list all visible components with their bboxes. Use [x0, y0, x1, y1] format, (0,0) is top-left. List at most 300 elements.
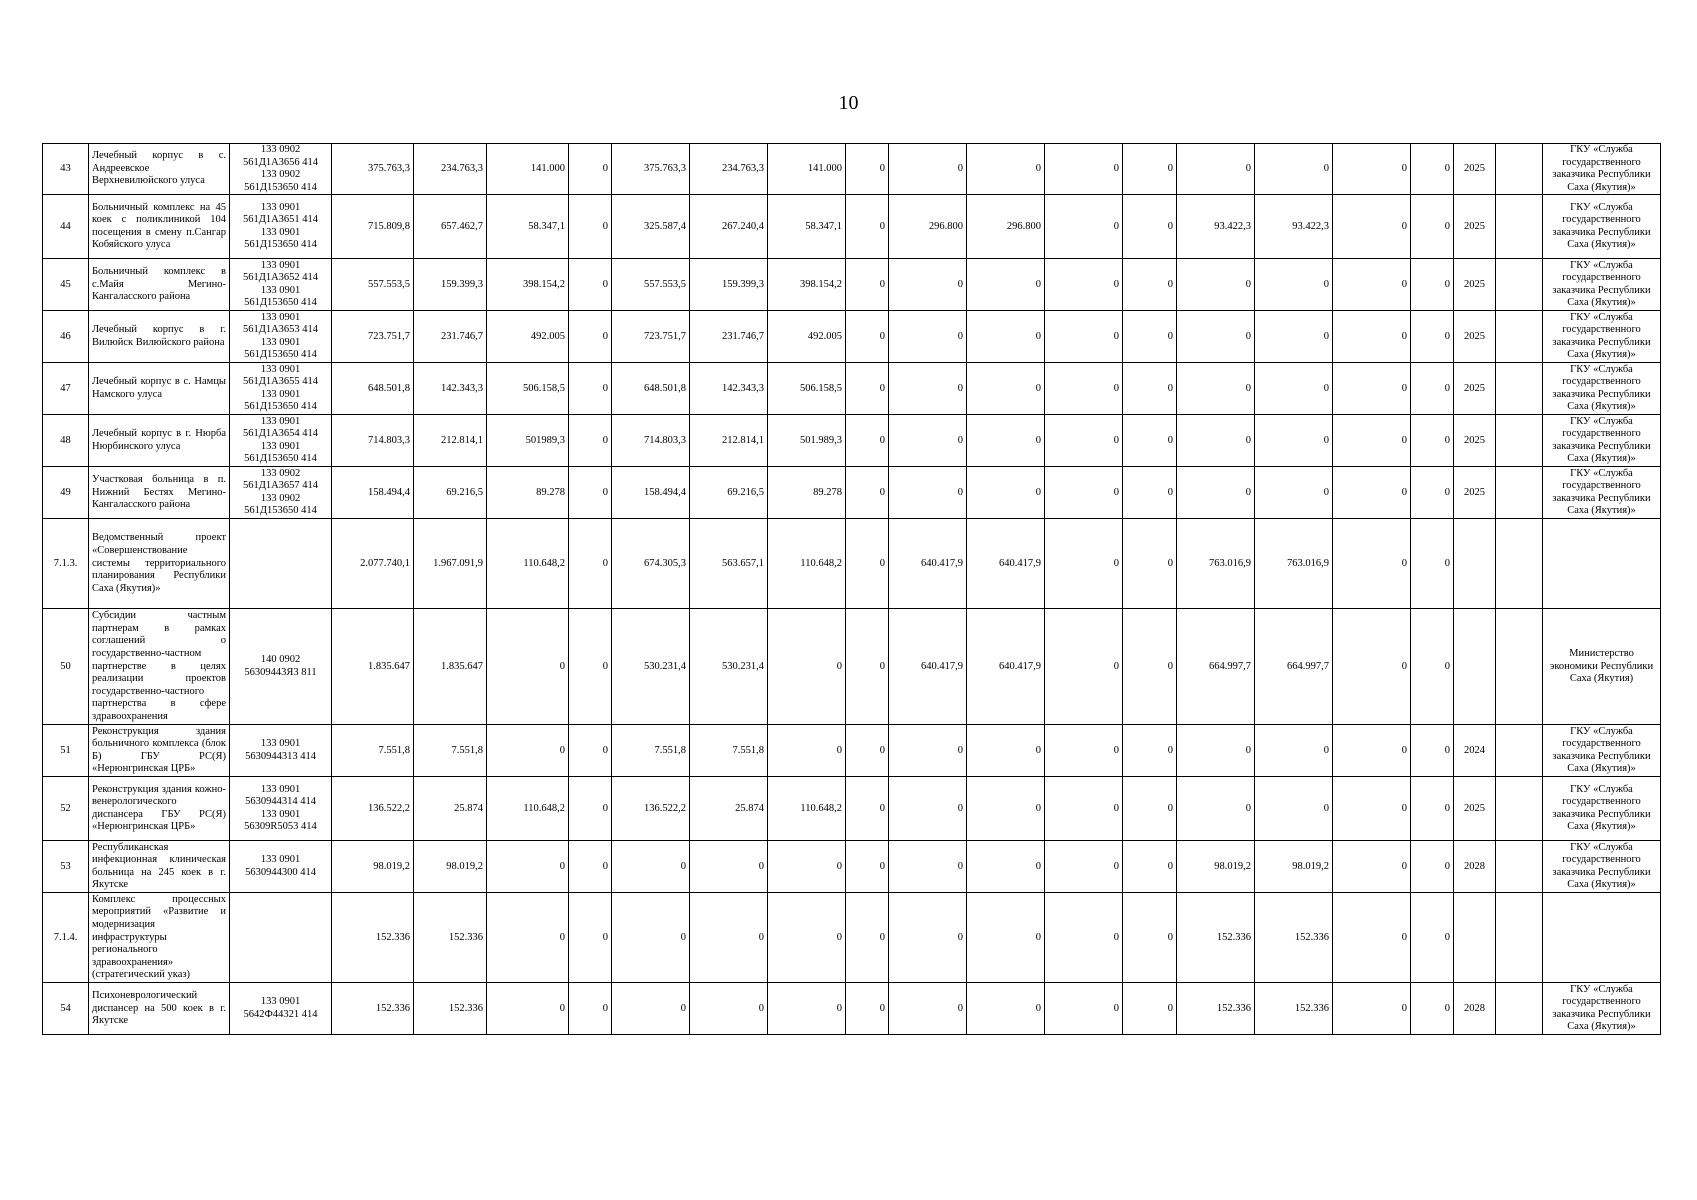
table-row	[43, 725, 1661, 777]
amount-cell: 0	[768, 841, 846, 893]
table-row	[43, 363, 1661, 415]
completion-year-cell: 2025	[1454, 259, 1496, 311]
completion-year-cell	[1454, 893, 1496, 983]
amount-cell: 0	[1333, 259, 1411, 311]
amount-cell: 0	[1411, 415, 1454, 467]
amount-cell: 0	[1255, 311, 1333, 363]
amount-cell: 158.494,4	[612, 467, 690, 519]
amount-cell: 267.240,4	[690, 195, 768, 259]
amount-cell: 0	[967, 259, 1045, 311]
row-number-cell: 7.1.4.	[43, 893, 89, 983]
empty-cell	[1496, 415, 1543, 467]
amount-cell: 0	[1123, 725, 1177, 777]
responsible-executor-cell: ГКУ «Служба государственного заказчика Республики Саха (Якутия)»	[1543, 144, 1661, 195]
table-row	[43, 144, 1661, 195]
budget-code-line: 133 0901	[260, 363, 301, 375]
amount-cell: 0	[1411, 609, 1454, 725]
amount-cell: 0	[1045, 195, 1123, 259]
object-name-cell: Психоневрологический диспансер на 500 коек в г. Якутске	[89, 983, 230, 1035]
amount-cell: 159.399,3	[414, 259, 487, 311]
amount-cell: 0	[1255, 467, 1333, 519]
table-row	[43, 841, 1661, 893]
responsible-executor-cell: ГКУ «Служба государственного заказчика Республики Саха (Якутия)»	[1543, 467, 1661, 519]
amount-cell: 0	[612, 841, 690, 893]
amount-cell: 0	[768, 983, 846, 1035]
amount-cell: 648.501,8	[332, 363, 414, 415]
amount-cell: 501.989,3	[768, 415, 846, 467]
amount-cell: 0	[768, 893, 846, 983]
object-name-cell: Больничный комплекс на 45 коек с поликлиникой 104 посещения в смену п.Сангар Кобяйского улуса	[89, 195, 230, 259]
budget-code-line: 561Д1А3657 414	[242, 480, 319, 492]
amount-cell: 0	[967, 841, 1045, 893]
amount-cell: 0	[1123, 195, 1177, 259]
budget-code-cell	[230, 467, 332, 519]
amount-cell: 0	[846, 609, 889, 725]
amount-cell: 110.648,2	[768, 519, 846, 609]
budget-code-line: 561Д153650 414	[244, 181, 317, 193]
amount-cell: 110.648,2	[487, 777, 569, 841]
amount-cell: 7.551,8	[414, 725, 487, 777]
amount-cell: 98.019,2	[1255, 841, 1333, 893]
budget-code-line: 133 0901	[260, 996, 301, 1008]
budget-code-line: 56309443Я3 811	[244, 666, 317, 678]
budget-code-line: 133 0901	[260, 284, 301, 296]
amount-cell: 664.997,7	[1177, 609, 1255, 725]
amount-cell: 0	[1255, 363, 1333, 415]
amount-cell: 0	[1333, 983, 1411, 1035]
responsible-executor-cell: ГКУ «Служба государственного заказчика Республики Саха (Якутия)»	[1543, 415, 1661, 467]
budget-code-line: 5630944300 414	[245, 866, 316, 878]
row-number-cell: 43	[43, 144, 89, 195]
amount-cell: 2.077.740,1	[332, 519, 414, 609]
object-name-cell: Лечебный корпус в г. Вилюйск Вилюйского района	[89, 311, 230, 363]
amount-cell: 657.462,7	[414, 195, 487, 259]
row-number-cell: 51	[43, 725, 89, 777]
responsible-executor-cell: ГКУ «Служба государственного заказчика Республики Саха (Якутия)»	[1543, 259, 1661, 311]
amount-cell: 152.336	[1255, 893, 1333, 983]
budget-code-line: 56309R5053 414	[244, 821, 317, 833]
empty-cell	[1496, 259, 1543, 311]
amount-cell: 0	[1045, 519, 1123, 609]
amount-cell: 0	[889, 983, 967, 1035]
budget-code-line: 561Д1А3654 414	[242, 428, 319, 440]
amount-cell: 0	[1177, 467, 1255, 519]
completion-year-cell	[1454, 519, 1496, 609]
page-number: 10	[838, 92, 859, 114]
amount-cell: 69.216,5	[414, 467, 487, 519]
amount-cell: 0	[1045, 415, 1123, 467]
budget-code-cell	[230, 841, 332, 893]
table-row	[43, 519, 1661, 609]
amount-cell: 0	[889, 363, 967, 415]
amount-cell: 0	[889, 144, 967, 195]
amount-cell: 152.336	[332, 983, 414, 1035]
budget-code-line: 5630944314 414	[245, 796, 316, 808]
budget-code-line: 133 0901	[260, 201, 301, 213]
completion-year-cell	[1454, 609, 1496, 725]
object-name-cell: Субсидии частным партнерам в рамках соглашений о государственно-частном партнерстве в целях реализации проектов государственно-частного партнерства в сфере здравоохранения	[89, 609, 230, 725]
amount-cell: 0	[1411, 893, 1454, 983]
amount-cell: 159.399,3	[690, 259, 768, 311]
budget-code-line: 133 0901	[260, 415, 301, 427]
amount-cell: 0	[1177, 415, 1255, 467]
table-row	[43, 893, 1661, 983]
amount-cell: 0	[1333, 195, 1411, 259]
amount-cell: 212.814,1	[414, 415, 487, 467]
amount-cell: 296.800	[889, 195, 967, 259]
amount-cell: 0	[1177, 363, 1255, 415]
amount-cell: 325.587,4	[612, 195, 690, 259]
amount-cell: 398.154,2	[487, 259, 569, 311]
amount-cell: 0	[846, 195, 889, 259]
budget-code-cell	[230, 983, 332, 1035]
amount-cell: 0	[1123, 259, 1177, 311]
table-row	[43, 311, 1661, 363]
amount-cell: 0	[1333, 609, 1411, 725]
amount-cell: 0	[889, 777, 967, 841]
amount-cell: 0	[612, 983, 690, 1035]
amount-cell: 0	[569, 725, 612, 777]
table-row	[43, 467, 1661, 519]
amount-cell: 141.000	[487, 144, 569, 195]
amount-cell: 0	[1123, 363, 1177, 415]
budget-code-cell	[230, 311, 332, 363]
amount-cell: 0	[967, 363, 1045, 415]
amount-cell: 398.154,2	[768, 259, 846, 311]
amount-cell: 152.336	[414, 893, 487, 983]
amount-cell: 640.417,9	[889, 519, 967, 609]
empty-cell	[1496, 144, 1543, 195]
budget-code-line: 561Д1А3652 414	[242, 272, 319, 284]
responsible-executor-cell: Министерство экономики Республики Саха (Якутия)	[1543, 609, 1661, 725]
amount-cell: 0	[1045, 777, 1123, 841]
row-number-cell: 50	[43, 609, 89, 725]
amount-cell: 58.347,1	[487, 195, 569, 259]
amount-cell: 0	[1333, 363, 1411, 415]
budget-code-line: 561Д153650 414	[244, 349, 317, 361]
amount-cell: 506.158,5	[487, 363, 569, 415]
object-name-cell: Лечебный корпус в г. Нюрба Нюрбинского улуса	[89, 415, 230, 467]
amount-cell: 69.216,5	[690, 467, 768, 519]
amount-cell: 0	[1411, 841, 1454, 893]
amount-cell: 723.751,7	[332, 311, 414, 363]
budget-code-line: 140 0902	[260, 654, 301, 666]
amount-cell: 296.800	[967, 195, 1045, 259]
amount-cell: 0	[1255, 725, 1333, 777]
amount-cell: 0	[846, 983, 889, 1035]
amount-cell: 0	[1045, 311, 1123, 363]
amount-cell: 0	[569, 195, 612, 259]
budget-code-line: 133 0901	[260, 808, 301, 820]
amount-cell: 0	[569, 467, 612, 519]
object-name-cell: Больничный комплекс в с.Майя Мегино-Кангаласского района	[89, 259, 230, 311]
row-number-cell: 7.1.3.	[43, 519, 89, 609]
amount-cell: 0	[569, 519, 612, 609]
amount-cell: 0	[1045, 983, 1123, 1035]
amount-cell: 563.657,1	[690, 519, 768, 609]
amount-cell: 141.000	[768, 144, 846, 195]
amount-cell: 110.648,2	[768, 777, 846, 841]
amount-cell: 0	[1123, 415, 1177, 467]
amount-cell: 98.019,2	[414, 841, 487, 893]
budget-code-line: 133 0901	[260, 226, 301, 238]
amount-cell: 0	[889, 259, 967, 311]
amount-cell: 0	[1411, 195, 1454, 259]
empty-cell	[1496, 467, 1543, 519]
amount-cell: 0	[1255, 777, 1333, 841]
amount-cell: 0	[846, 519, 889, 609]
amount-cell: 0	[569, 144, 612, 195]
amount-cell: 0	[690, 841, 768, 893]
amount-cell: 0	[1177, 144, 1255, 195]
budget-code-line: 133 0901	[260, 738, 301, 750]
amount-cell: 0	[846, 311, 889, 363]
empty-cell	[1496, 841, 1543, 893]
amount-cell: 0	[1411, 983, 1454, 1035]
amount-cell: 7.551,8	[332, 725, 414, 777]
amount-cell: 0	[1177, 777, 1255, 841]
amount-cell: 93.422,3	[1255, 195, 1333, 259]
responsible-executor-cell: ГКУ «Служба государственного заказчика Республики Саха (Якутия)»	[1543, 777, 1661, 841]
table-row	[43, 415, 1661, 467]
amount-cell: 530.231,4	[612, 609, 690, 725]
budget-code-cell	[230, 195, 332, 259]
amount-cell: 640.417,9	[967, 609, 1045, 725]
amount-cell: 0	[1333, 841, 1411, 893]
empty-cell	[1496, 609, 1543, 725]
amount-cell: 7.551,8	[690, 725, 768, 777]
amount-cell: 0	[889, 841, 967, 893]
budget-code-line: 133 0902	[260, 492, 301, 504]
amount-cell: 152.336	[1177, 983, 1255, 1035]
amount-cell: 0	[1045, 467, 1123, 519]
amount-cell: 0	[487, 841, 569, 893]
amount-cell: 0	[768, 609, 846, 725]
amount-cell: 89.278	[487, 467, 569, 519]
amount-cell: 375.763,3	[612, 144, 690, 195]
row-number-cell: 54	[43, 983, 89, 1035]
empty-cell	[1496, 519, 1543, 609]
amount-cell: 0	[846, 893, 889, 983]
amount-cell: 0	[889, 415, 967, 467]
empty-cell	[1496, 983, 1543, 1035]
responsible-executor-cell: ГКУ «Служба государственного заказчика Республики Саха (Якутия)»	[1543, 983, 1661, 1035]
object-name-cell: Лечебный корпус в с. Андреевское Верхневилюйского улуса	[89, 144, 230, 195]
amount-cell: 0	[846, 144, 889, 195]
amount-cell: 715.809,8	[332, 195, 414, 259]
amount-cell: 557.553,5	[332, 259, 414, 311]
amount-cell: 640.417,9	[889, 609, 967, 725]
amount-cell: 0	[846, 725, 889, 777]
amount-cell: 0	[690, 893, 768, 983]
amount-cell: 0	[1333, 467, 1411, 519]
amount-cell: 0	[846, 777, 889, 841]
empty-cell	[1496, 893, 1543, 983]
amount-cell: 0	[487, 725, 569, 777]
row-number-cell: 45	[43, 259, 89, 311]
budget-code-cell	[230, 519, 332, 609]
amount-cell: 152.336	[332, 893, 414, 983]
amount-cell: 142.343,3	[414, 363, 487, 415]
amount-cell: 0	[1411, 777, 1454, 841]
amount-cell: 0	[1333, 415, 1411, 467]
budget-code-line: 133 0902	[260, 144, 301, 155]
amount-cell: 0	[1333, 725, 1411, 777]
amount-cell: 0	[1411, 725, 1454, 777]
amount-cell: 0	[487, 983, 569, 1035]
amount-cell: 98.019,2	[332, 841, 414, 893]
row-number-cell: 53	[43, 841, 89, 893]
amount-cell: 0	[1123, 311, 1177, 363]
amount-cell: 136.522,2	[332, 777, 414, 841]
completion-year-cell: 2025	[1454, 363, 1496, 415]
budget-code-line: 133 0902	[260, 467, 301, 479]
amount-cell: 0	[569, 609, 612, 725]
budget-code-line: 5642Ф44321 414	[243, 1008, 318, 1020]
amount-cell: 0	[846, 363, 889, 415]
budget-code-line: 133 0901	[260, 783, 301, 795]
amount-cell: 0	[487, 893, 569, 983]
amount-cell: 0	[1333, 893, 1411, 983]
amount-cell: 0	[967, 415, 1045, 467]
completion-year-cell: 2028	[1454, 841, 1496, 893]
budget-code-cell	[230, 259, 332, 311]
amount-cell: 506.158,5	[768, 363, 846, 415]
amount-cell: 1.967.091,9	[414, 519, 487, 609]
responsible-executor-cell: ГКУ «Служба государственного заказчика Республики Саха (Якутия)»	[1543, 725, 1661, 777]
responsible-executor-cell: ГКУ «Служба государственного заказчика Республики Саха (Якутия)»	[1543, 311, 1661, 363]
amount-cell: 0	[1177, 259, 1255, 311]
amount-cell: 0	[889, 467, 967, 519]
amount-cell: 212.814,1	[690, 415, 768, 467]
amount-cell: 0	[967, 893, 1045, 983]
table-row	[43, 195, 1661, 259]
amount-cell: 0	[569, 311, 612, 363]
row-number-cell: 46	[43, 311, 89, 363]
budget-code-line: 133 0901	[260, 388, 301, 400]
amount-cell: 0	[1123, 144, 1177, 195]
responsible-executor-cell: ГКУ «Служба государственного заказчика Республики Саха (Якутия)»	[1543, 363, 1661, 415]
amount-cell: 714.803,3	[332, 415, 414, 467]
object-name-cell: Реконструкция здания больничного комплекса (блок Б) ГБУ РС(Я) «Нерюнгринская ЦРБ»	[89, 725, 230, 777]
amount-cell: 492.005	[487, 311, 569, 363]
completion-year-cell: 2025	[1454, 467, 1496, 519]
amount-cell: 763.016,9	[1255, 519, 1333, 609]
budget-code-line: 561Д153650 414	[244, 505, 317, 517]
amount-cell: 0	[1123, 519, 1177, 609]
amount-cell: 7.551,8	[612, 725, 690, 777]
amount-cell: 0	[1123, 609, 1177, 725]
responsible-executor-cell: ГКУ «Служба государственного заказчика Республики Саха (Якутия)»	[1543, 841, 1661, 893]
amount-cell: 158.494,4	[332, 467, 414, 519]
amount-cell: 763.016,9	[1177, 519, 1255, 609]
empty-cell	[1496, 311, 1543, 363]
amount-cell: 648.501,8	[612, 363, 690, 415]
object-name-cell: Участковая больница в п. Нижний Бестях Мегино-Кангаласского района	[89, 467, 230, 519]
amount-cell: 0	[1333, 777, 1411, 841]
amount-cell: 0	[1411, 144, 1454, 195]
budget-code-cell	[230, 363, 332, 415]
row-number-cell: 49	[43, 467, 89, 519]
budget-code-line: 561Д153650 414	[244, 453, 317, 465]
budget-code-line: 561Д153650 414	[244, 239, 317, 251]
empty-cell	[1496, 725, 1543, 777]
amount-cell: 231.746,7	[690, 311, 768, 363]
amount-cell: 723.751,7	[612, 311, 690, 363]
amount-cell: 0	[1411, 467, 1454, 519]
empty-cell	[1496, 777, 1543, 841]
row-number-cell: 44	[43, 195, 89, 259]
completion-year-cell: 2025	[1454, 311, 1496, 363]
object-name-cell: Республиканская инфекционная клиническая больница на 245 коек в г. Якутске	[89, 841, 230, 893]
amount-cell: 0	[569, 983, 612, 1035]
amount-cell: 0	[889, 893, 967, 983]
budget-code-line: 561Д1А3655 414	[242, 376, 319, 388]
row-number-cell: 48	[43, 415, 89, 467]
completion-year-cell: 2025	[1454, 144, 1496, 195]
budget-code-line: 561Д1А3651 414	[242, 214, 319, 226]
responsible-executor-cell	[1543, 893, 1661, 983]
amount-cell: 0	[1123, 893, 1177, 983]
amount-cell: 231.746,7	[414, 311, 487, 363]
amount-cell: 0	[967, 144, 1045, 195]
completion-year-cell: 2024	[1454, 725, 1496, 777]
amount-cell: 501989,3	[487, 415, 569, 467]
amount-cell: 0	[1333, 519, 1411, 609]
budget-code-cell	[230, 725, 332, 777]
amount-cell: 0	[1333, 144, 1411, 195]
object-name-cell: Ведомственный проект «Совершенствование системы территориального планирования Республики Саха (Якутия)»	[89, 519, 230, 609]
amount-cell: 0	[1123, 467, 1177, 519]
row-number-cell: 52	[43, 777, 89, 841]
budget-code-line: 561Д153650 414	[244, 297, 317, 309]
amount-cell: 89.278	[768, 467, 846, 519]
budget-code-line: 561Д1А3656 414	[242, 156, 319, 168]
amount-cell: 0	[690, 983, 768, 1035]
amount-cell: 0	[1045, 893, 1123, 983]
amount-cell: 0	[1411, 311, 1454, 363]
responsible-executor-cell	[1543, 519, 1661, 609]
amount-cell: 142.343,3	[690, 363, 768, 415]
budget-code-cell	[230, 609, 332, 725]
amount-cell: 98.019,2	[1177, 841, 1255, 893]
budget-code-line: 133 0901	[260, 311, 301, 323]
table-row	[43, 259, 1661, 311]
amount-cell: 714.803,3	[612, 415, 690, 467]
amount-cell: 0	[1411, 363, 1454, 415]
amount-cell: 0	[967, 777, 1045, 841]
amount-cell: 0	[487, 609, 569, 725]
object-name-cell: Комплекс процессных мероприятий «Развитие и модернизация инфраструктуры регионального здравоохранения» (стратегический указ)	[89, 893, 230, 983]
amount-cell: 0	[1045, 144, 1123, 195]
budget-code-line: 133 0901	[260, 259, 301, 271]
budget-code-cell	[230, 893, 332, 983]
amount-cell: 0	[612, 893, 690, 983]
amount-cell: 0	[569, 415, 612, 467]
amount-cell: 0	[1045, 363, 1123, 415]
amount-cell: 0	[1411, 259, 1454, 311]
amount-cell: 0	[889, 725, 967, 777]
amount-cell: 25.874	[414, 777, 487, 841]
amount-cell: 0	[1255, 259, 1333, 311]
amount-cell: 0	[569, 841, 612, 893]
amount-cell: 234.763,3	[414, 144, 487, 195]
amount-cell: 58.347,1	[768, 195, 846, 259]
amount-cell: 0	[846, 415, 889, 467]
amount-cell: 0	[768, 725, 846, 777]
amount-cell: 152.336	[414, 983, 487, 1035]
completion-year-cell: 2025	[1454, 195, 1496, 259]
